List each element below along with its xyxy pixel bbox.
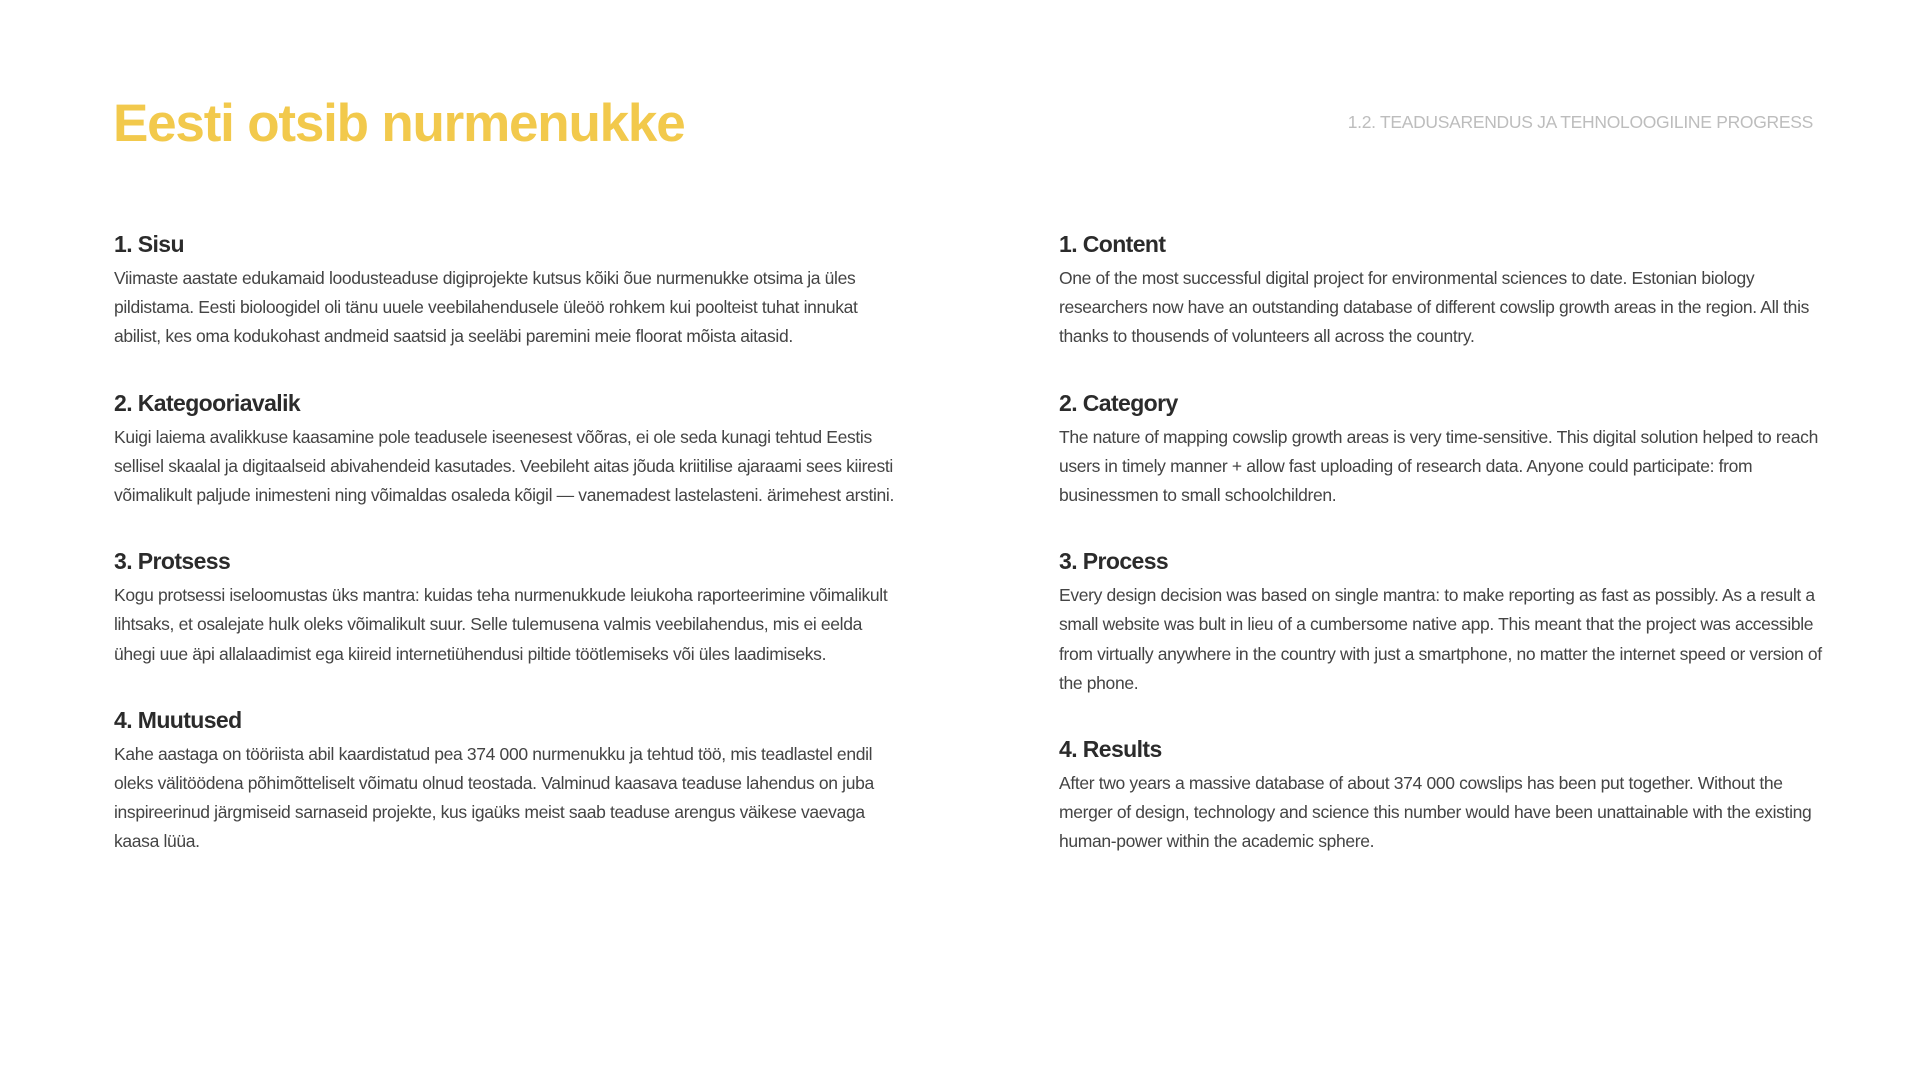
section-heading: 4. Muutused bbox=[114, 706, 242, 733]
section-kategooriavalik bbox=[114, 387, 894, 511]
section-heading: 2. Kategooriavalik bbox=[114, 389, 301, 416]
section-heading: 2. Category bbox=[1059, 389, 1178, 416]
section-body: One of the most successful digital project for environmental sciences to date. Estonian biology researchers now have an outstanding database of different cowslip growth areas in the region. All this thanks to thousends of volunteers all across the country. bbox=[1059, 268, 1810, 347]
estonian-column bbox=[114, 228, 894, 892]
section-body: Kogu protsessi iseloomustas üks mantra: kuidas teha nurmenukkude leiukoha raporteerimine võimalikult lihtsaks, et osalejate hulk oleks võimalikult suur. Selle tulemusena valmis veebilahendus, mis ei eelda ühegi uue äpi allalaadimist ega kiireid internetiühendusi piltide töötlemiseks või üles laadimiseks. bbox=[114, 585, 888, 664]
section-results bbox=[1059, 733, 1839, 857]
section-body: Every design decision was based on single mantra: to make reporting as fast as possibly. As a result a small website was bult in lieu of a cumbersome native app. This meant that the project was accessible from virtually anywhere in the country with just a smartphone, no matter the internet speed or version of the phone. bbox=[1059, 585, 1822, 693]
section-body: Kuigi laiema avalikkuse kaasamine pole teadusele iseenesest võõras, ei ole seda kunagi tehtud Eestis sellisel skaalal ja digitaalseid abivahendeid kasutades. Veebileht aitas jõuda kriitilise ajaraami sees kiiresti võimalikult paljude inimesteni ning võimaldas osaleda kõigil — vanemadest lastelasteni. ärimehest arstini. bbox=[114, 426, 894, 506]
section-body: The nature of mapping cowslip growth areas is very time-sensitive. This digital solution helped to reach users in timely manner + allow fast uploading of research data. Anyone could participate: from businessmen to small schoolchildren. bbox=[1059, 426, 1818, 506]
english-column bbox=[1059, 228, 1839, 892]
section-sisu bbox=[114, 228, 894, 352]
section-content bbox=[1059, 228, 1839, 352]
section-heading: 3. Protsess bbox=[114, 548, 231, 575]
section-heading: 1. Content bbox=[1059, 231, 1166, 257]
section-protsess bbox=[114, 545, 894, 669]
section-body: Kahe aastaga on tööriista abil kaardistatud pea 374 000 nurmenukku ja tehtud töö, mis teadlastel endil oleks välitöödena põhimõtteliselt võimatu olnud teostada. Valminud kaasava teaduse lahendus on juba inspireerinud järgmiseid sarnaseid projekte, kus igaüks meist saab teaduse arengus väikese vaevaga kaasa lüüa. bbox=[114, 743, 874, 852]
section-heading: 1. Sisu bbox=[114, 231, 184, 257]
section-heading: 4. Results bbox=[1059, 736, 1162, 763]
section-category bbox=[1059, 387, 1839, 511]
section-body: Viimaste aastate edukamaid loodusteaduse digiprojekte kutsus kõiki õue nurmenukke otsima ja üles pildistama. Eesti bioloogidel oli tänu uuele veebilahendusele üleöö rohkem kui poolteist tuhat innukat abilist, kes oma kodukohast andmeid saatsid ja seeläbi paremini meie floorat mõista aitasid. bbox=[114, 268, 858, 347]
section-process bbox=[1059, 545, 1839, 698]
section-body: After two years a massive database of about 374 000 cowslips has been put together. Without the merger of design, technology and science this number would have been unattainable with the existing human-power within the academic sphere. bbox=[1059, 773, 1812, 852]
page-title: Eesti otsib nurmenukke bbox=[113, 94, 685, 153]
section-heading: 3. Process bbox=[1059, 548, 1169, 575]
section-muutused bbox=[114, 704, 894, 857]
chapter-label: 1.2. TEADUSARENDUS JA TEHNOLOOGILINE PROGRESS bbox=[1347, 112, 1813, 132]
